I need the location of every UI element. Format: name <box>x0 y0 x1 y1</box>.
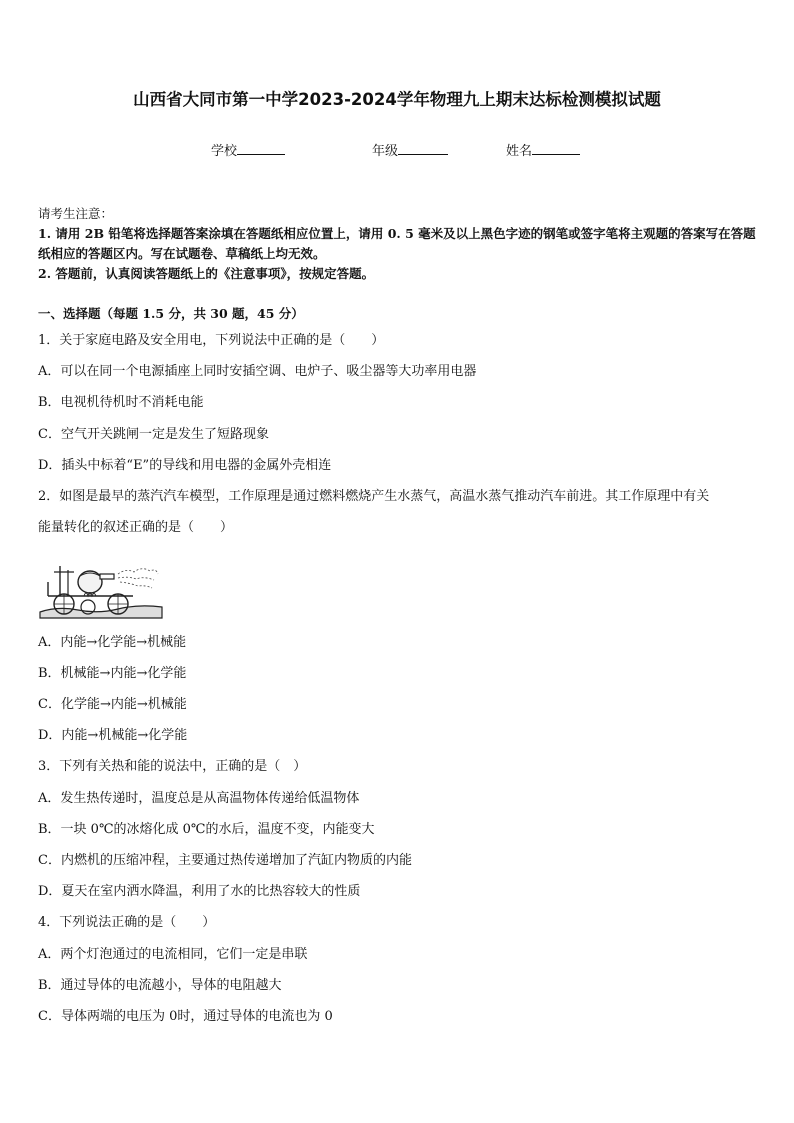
question-1-stem: 1．关于家庭电路及安全用电，下列说法中正确的是（ ） <box>38 333 385 348</box>
school-label: 学校 <box>211 144 238 159</box>
name-label: 姓名 <box>506 144 533 159</box>
school-field <box>211 140 285 159</box>
notes-item-2: 2. 答题前，认真阅读答题纸上的《注意事项》，按规定答题。 <box>38 266 375 281</box>
name-field <box>506 140 580 159</box>
question-3-option-c: C．内燃机的压缩冲程，主要通过热传递增加了汽缸内物质的内能 <box>38 853 412 868</box>
grade-field <box>372 140 448 159</box>
page-title: 山西省大同市第一中学2023-2024学年物理九上期末达标检测模拟试题 <box>133 90 661 109</box>
question-1-option-a: A．可以在同一个电源插座上同时安插空调、电炉子、吸尘器等大功率用电器 <box>38 364 477 379</box>
question-2-stem-line-2: 能量转化的叙述正确的是（ ） <box>38 520 234 535</box>
notes-item-1: 1. 请用 2B 铅笔将选择题答案涂填在答题纸相应位置上，请用 0. 5 毫米及以上黑色字迹的钢笔或签字笔将主观题的答案写在答题纸相应的答题区内。写在试题卷、草稿纸上均无效。 <box>38 226 756 261</box>
exam-notes <box>38 204 758 284</box>
school-blank <box>237 142 285 155</box>
grade-blank <box>398 142 448 155</box>
question-1-option-c: C．空气开关跳闸一定是发生了短路现象 <box>38 427 269 442</box>
section-title: 一、选择题（每题 1.5 分，共 30 题，45 分） <box>38 306 304 321</box>
question-2-option-a: A．内能→化学能→机械能 <box>38 635 187 650</box>
question-2-stem-line-1: 2．如图是最早的蒸汽汽车模型，工作原理是通过燃料燃烧产生水蒸气，高温水蒸气推动汽车前进。其工作原理中有关 <box>38 489 710 504</box>
question-3-stem: 3．下列有关热和能的说法中，正确的是（ ） <box>38 759 307 774</box>
grade-label: 年级 <box>372 144 399 159</box>
question-2-option-c: C．化学能→内能→机械能 <box>38 697 187 712</box>
question-1-option-b: B．电视机待机时不消耗电能 <box>38 395 204 410</box>
question-4-stem: 4．下列说法正确的是（ ） <box>38 915 216 930</box>
question-2-option-b: B．机械能→内能→化学能 <box>38 666 187 681</box>
question-1-option-d: D．插头中标着“E”的导线和用电器的金属外壳相连 <box>38 458 332 473</box>
question-4-option-a: A．两个灯泡通过的电流相同，它们一定是串联 <box>38 947 308 962</box>
question-3-option-b: B．一块 0℃的冰熔化成 0℃的水后，温度不变，内能变大 <box>38 822 375 837</box>
question-4-option-b: B．通过导体的电流越小，导体的电阻越大 <box>38 978 282 993</box>
question-3-option-a: A．发生热传递时，温度总是从高温物体传递给低温物体 <box>38 791 360 806</box>
name-blank <box>532 142 580 155</box>
question-4-option-c: C．导体两端的电压为 0时，通过导体的电流也为 0 <box>38 1009 333 1024</box>
question-2-option-d: D．内能→机械能→化学能 <box>38 728 188 743</box>
question-3-option-d: D．夏天在室内洒水降温，利用了水的比热容较大的性质 <box>38 884 361 899</box>
notes-heading: 请考生注意： <box>38 206 114 221</box>
steam-car-illustration <box>38 552 164 620</box>
